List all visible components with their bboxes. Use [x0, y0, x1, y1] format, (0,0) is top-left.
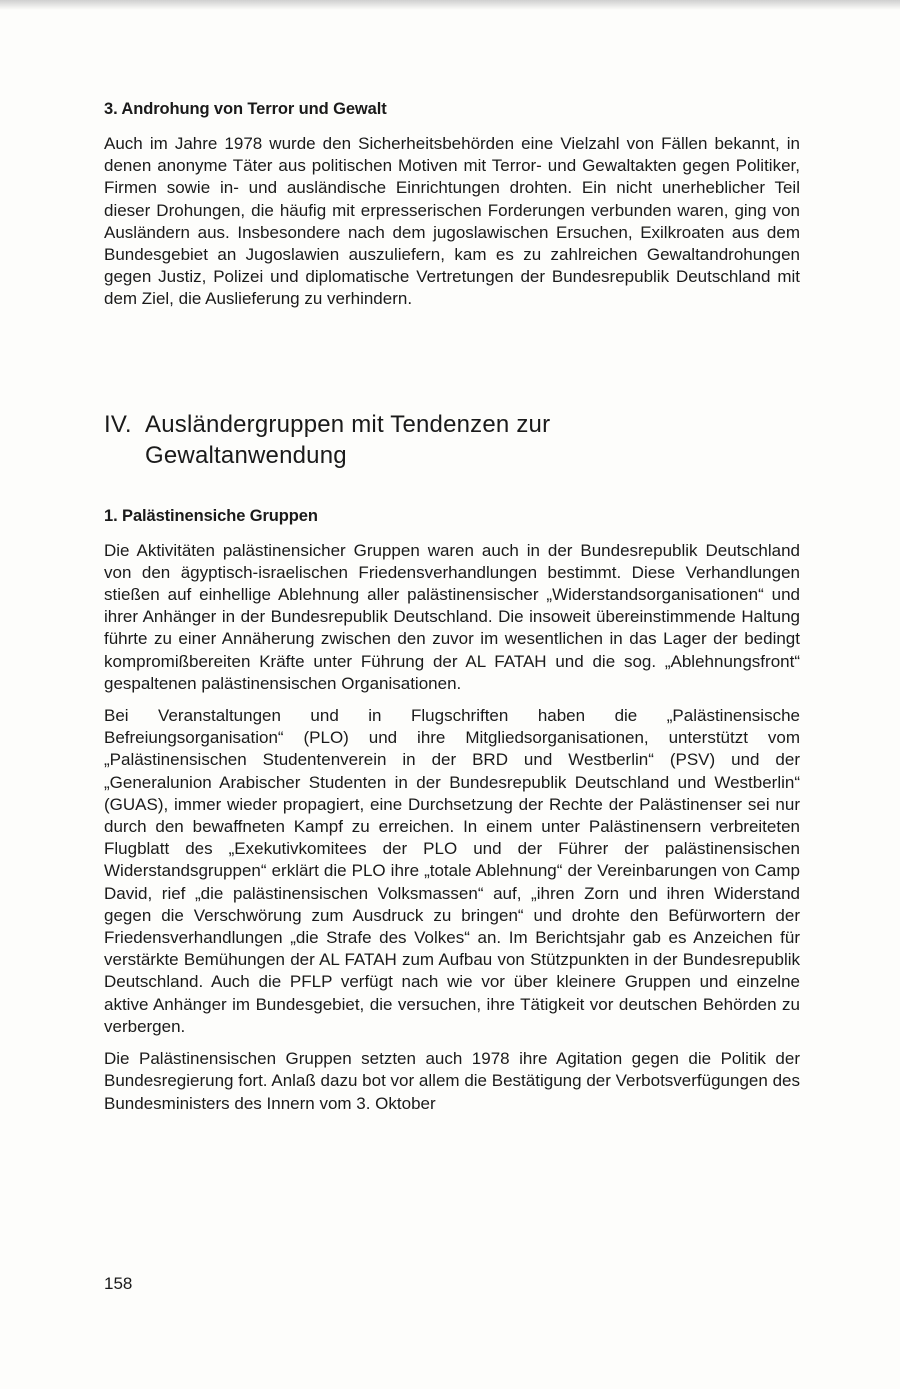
section-1-paragraph-1: Die Aktivitäten palästinensicher Gruppen waren auch in der Bundesrepublik Deutschland von den ägyptisch-israelischen Friedensverhandlungen bestimmt. Diese Verhandlungen stießen auf einhellige Ablehnung aller palästinensischer „Widerstandsorganisationen“ und ihrer Anhänger in der Bundesrepublik Deutschland. Die insoweit übereinstimmende Haltung führte zu einer Annäherung zwischen den zuvor im wesentlichen in das Lager der bedingt kompromißbereiten Kräfte unter Führung der AL FATAH und die sog. „Ablehnungsfront“ gespaltenen palästinensischen Organisationen.: [104, 540, 800, 693]
section-1-paragraph-2: Bei Veranstaltungen und in Flugschriften haben die „Palästinensische Befreiungsorganisation“ (PLO) und ihre Mitgliedsorganisationen, unterstützt vom „Palästinensischen Studentenverein in der BRD und Westberlin“ (PSV) und der „Generalunion Arabischer Studenten in der Bundesrepublik Deutschland und Westberlin“ (GUAS), immer wieder propagiert, eine Durchsetzung der Rechte der Palästinenser sei nur durch den bewaffneten Kampf zu erreichen. In einem unter Palästinensern verbreiteten Flugblatt des „Exekutivkomitees der PLO und der Führer der palästinensischen Widerstandsgruppen“ erklärt die PLO ihre „totale Ablehnung“ der Vereinbarungen von Camp David, rief „die palästinensischen Volksmassen“ auf, „ihren Zorn und ihren Widerstand gegen die Verschwörung zum Ausdruck zu bringen“ und drohte den Befürwortern der Friedensverhandlungen „die Strafe des Volkes“ an. Im Berichtsjahr gab es Anzeichen für verstärkte Bemühungen der AL FATAH zum Aufbau von Stützpunkten in der Bundesrepublik Deutschland. Auch die PFLP verfügt nach wie vor über kleinere Gruppen und einzelne aktive Anhänger im Bundesgebiet, die versuchen, ihre Tätigkeit vor deutschen Behörden zu verbergen.: [104, 706, 800, 1036]
section-1-paragraph-3: Die Palästinensischen Gruppen setzten auch 1978 ihre Agitation gegen die Politik der Bundesregierung fort. Anlaß dazu bot vor allem die Bestätigung der Verbotsverfügungen des Bundesministers des Innern vom 3. Oktober: [104, 1049, 800, 1113]
chapter-title-line1: Ausländergruppen mit Tendenzen zur: [145, 410, 551, 438]
section-1-heading: 1. Palästinensiche Gruppen: [104, 506, 318, 525]
chapter-heading: [104, 409, 800, 471]
section-3-paragraph: Auch im Jahre 1978 wurde den Sicherheitsbehörden eine Vielzahl von Fällen bekannt, in denen anonyme Täter aus politischen Motiven mit Terror- und Gewaltakten gegen Politiker, Firmen sowie in- und ausländische Einrichtungen drohten. Ein nicht unerheblicher Teil dieser Drohungen, die häufig mit erpresserischen Forderungen verbunden waren, ging von Ausländern aus. Insbesondere nach dem jugoslawischen Ersuchen, Exilkroaten aus dem Bundesgebiet an Jugoslawien auszuliefern, kam es zu zahlreichen Gewaltandrohungen gegen Justiz, Polizei und diplomatische Vertretungen der Bundesrepublik Deutschland mit dem Ziel, die Auslieferung zu verhindern.: [104, 134, 800, 309]
page-number: 158: [104, 1274, 133, 1293]
document-page: [104, 100, 800, 1115]
chapter-number: IV.: [104, 410, 132, 438]
section-3-heading: 3. Androhung von Terror und Gewalt: [104, 100, 387, 118]
scan-edge: [0, 0, 900, 10]
chapter-title-line2: Gewaltanwendung: [145, 441, 347, 469]
